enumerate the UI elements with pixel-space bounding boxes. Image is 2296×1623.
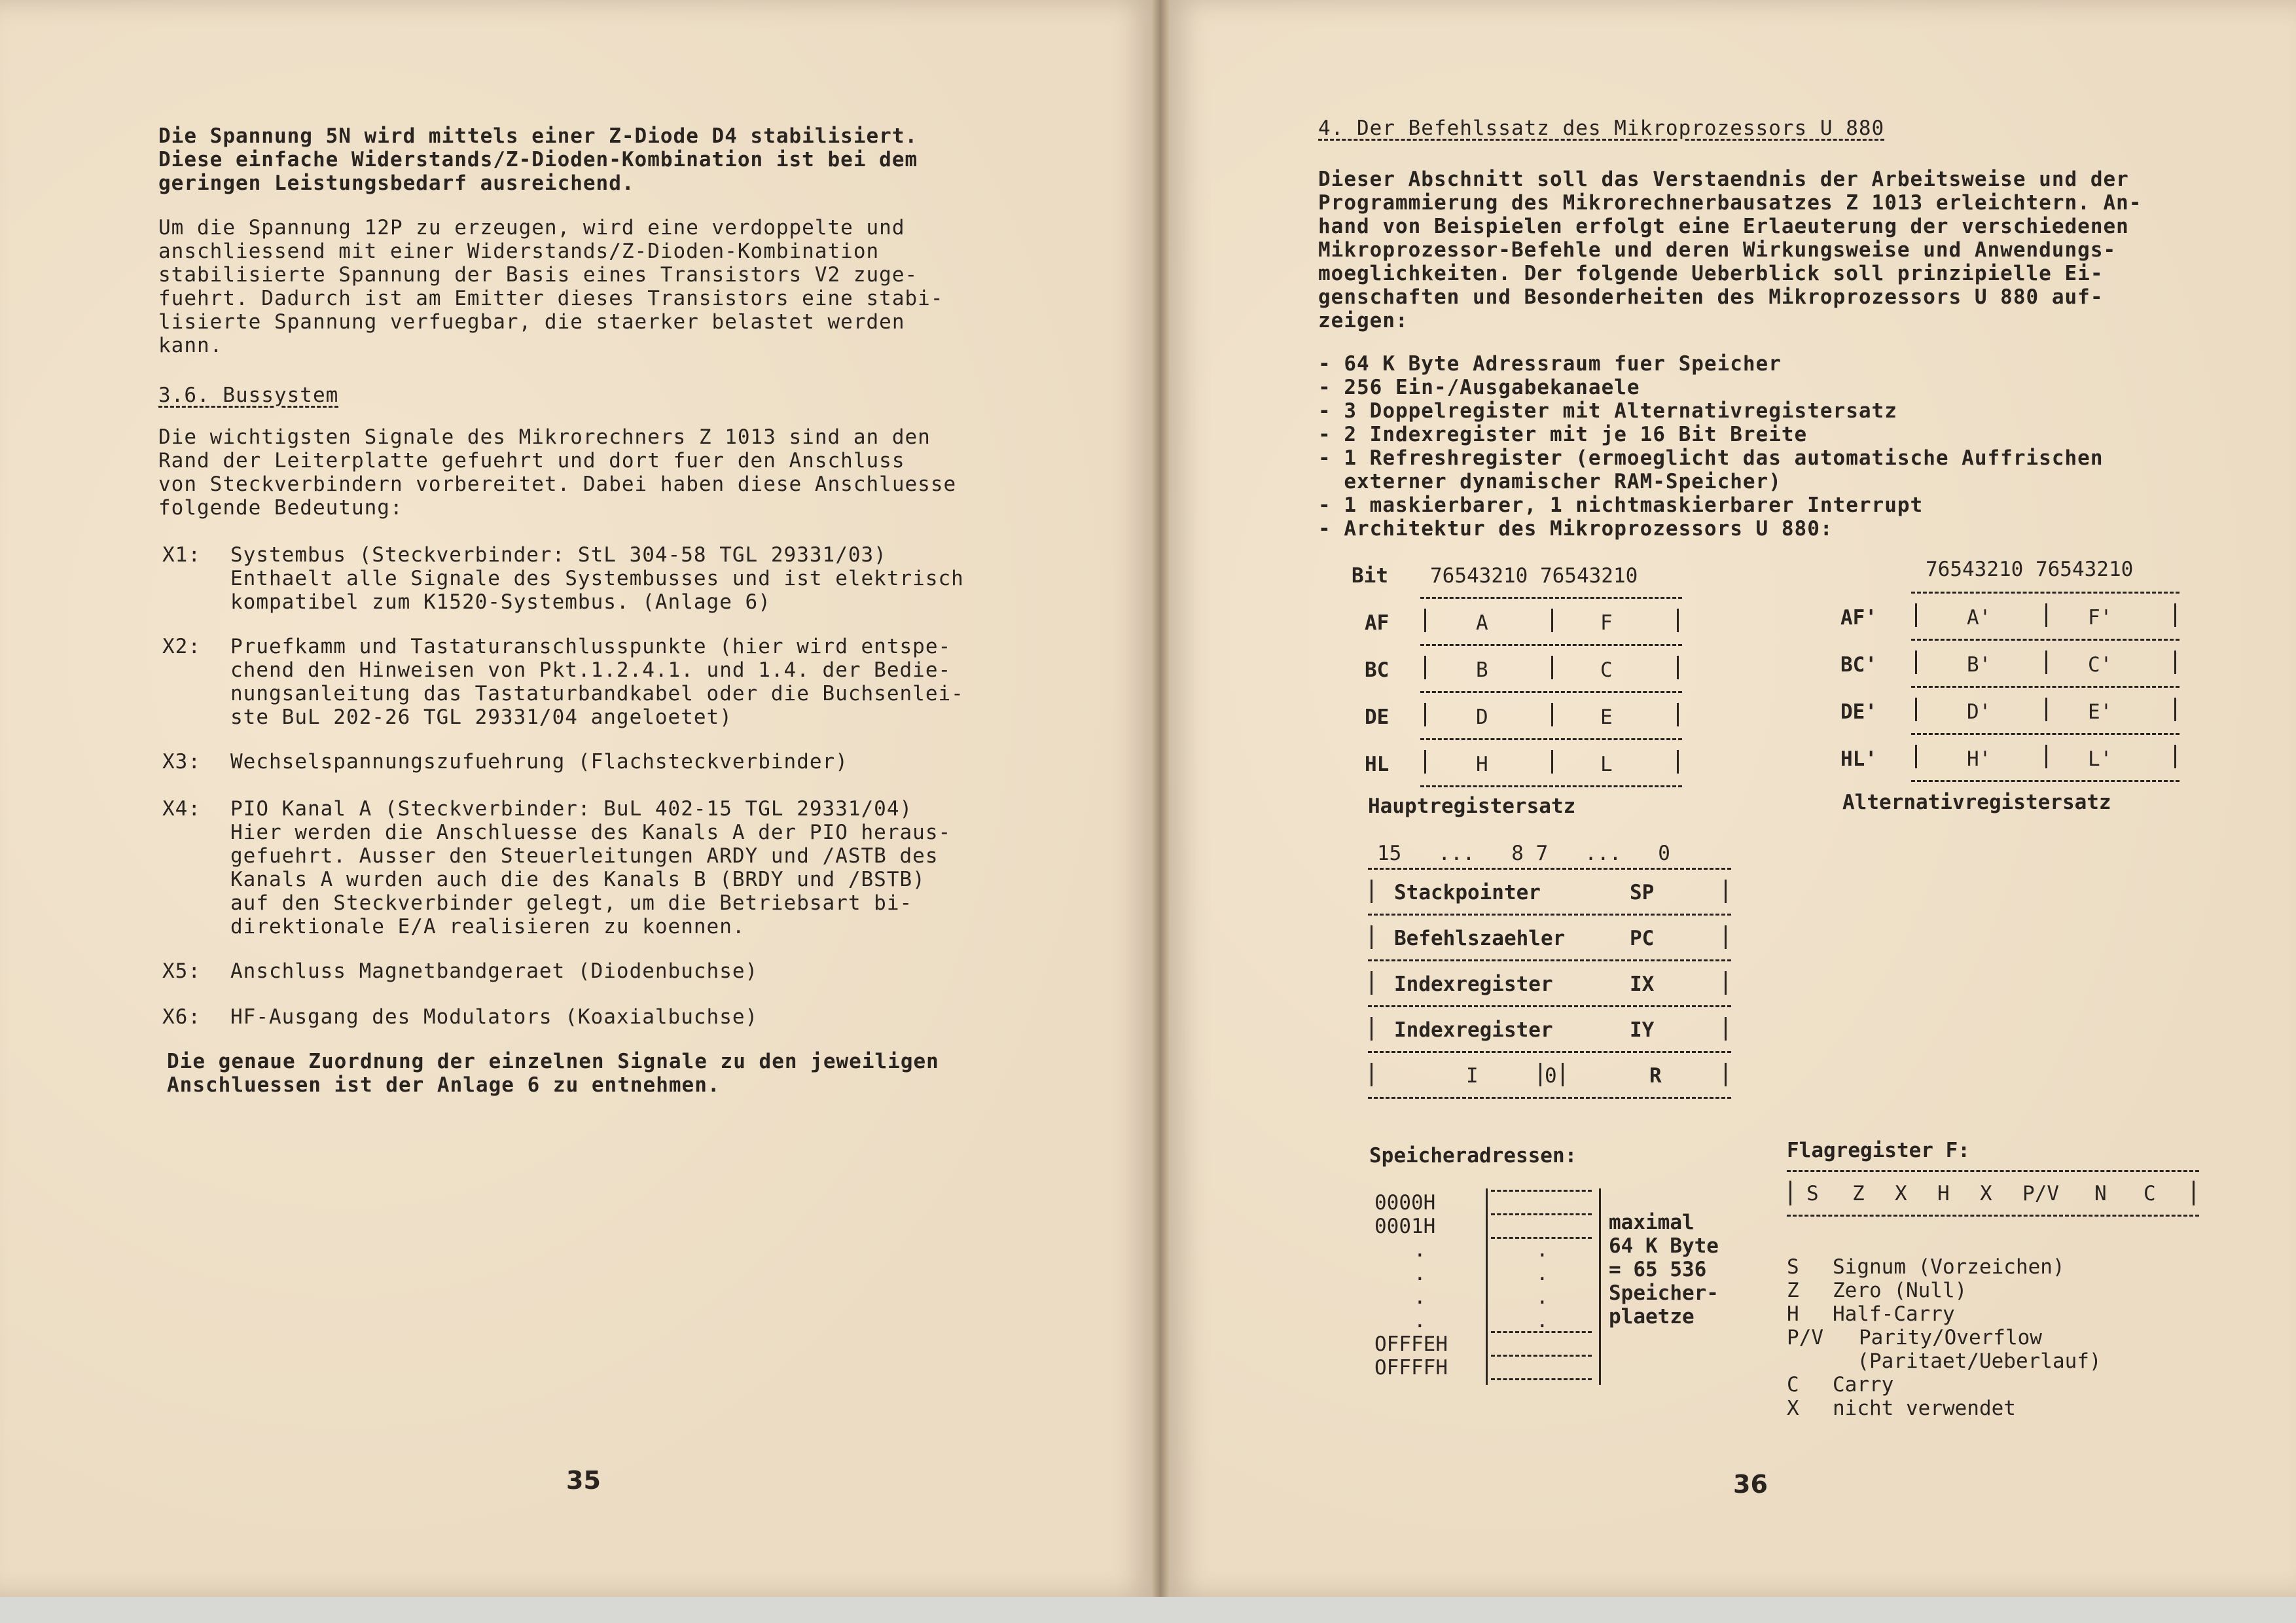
intro-line-4: Mikroprozessor-Befehle und deren Wirkungsweise und Anwendungs- [1318, 238, 2117, 262]
main-register-bar [1677, 609, 1679, 632]
flag-title: Flagregister F: [1787, 1139, 1970, 1162]
connector-x1-line-1: Systembus (Steckverbinder: StL 304-58 TGL 29331/03) [230, 543, 887, 567]
alt-register-bar [2045, 651, 2047, 674]
memory-dot: . [1536, 1238, 1549, 1262]
alt-register-bar [2174, 651, 2176, 674]
main-register-bar [1677, 750, 1679, 774]
page-number-left: 35 [566, 1466, 601, 1495]
wide-register-bar [1725, 925, 1727, 949]
memory-address: OFFFFH [1374, 1356, 1448, 1380]
wide-register-abbr: IX [1630, 972, 1655, 996]
connector-x4-line-1: PIO Kanal A (Steckverbinder: BuL 402-15 TGL 29331/04) [230, 797, 913, 821]
ir-register-rule [1368, 1097, 1731, 1099]
intro-line-6: genschaften und Besonderheiten des Mikroprozessors U 880 auf- [1318, 285, 2104, 309]
left-paragraph-3-line-2: Rand der Leiterplatte gefuehrt und dort fuer den Anschluss [158, 449, 905, 473]
wide-register-bar [1725, 1017, 1727, 1041]
left-paragraph-2-line-3: stabilisierte Spannung der Basis eines Transistors V2 zuge- [158, 263, 918, 287]
wide-register-bar [1371, 880, 1372, 903]
main-register-hi: D [1476, 705, 1488, 729]
connector-key-x3: X3: [162, 750, 201, 774]
memory-dot: . [1536, 1285, 1549, 1309]
connector-x4-line-3: gefuehrt. Ausser den Steuerleitungen ARDY und /ASTB des [230, 844, 939, 868]
left-paragraph-2-line-4: fuehrt. Dadurch ist am Emitter dieses Transistors eine stabi- [158, 287, 944, 310]
connector-key-x2: X2: [162, 635, 201, 658]
wide-register-label: Stackpointer [1394, 881, 1541, 904]
left-paragraph-1-line-2: Diese einfache Widerstands/Z-Dioden-Kombination ist bei dem [158, 148, 918, 171]
connector-key-x4: X4: [162, 797, 201, 821]
flag-legend-key: H [1787, 1302, 1799, 1326]
flag-legend-key: C [1787, 1373, 1799, 1397]
flag-bar [1789, 1181, 1791, 1205]
alt-register-lo: L' [2088, 747, 2113, 771]
alt-register-bar [1915, 745, 1917, 768]
connector-x2-line-4: ste BuL 202-26 TGL 29331/04 angeloetet) [230, 705, 732, 729]
alt-register-name: HL' [1840, 747, 1877, 771]
flag-bit: C [2144, 1182, 2156, 1205]
main-register-name: BC [1365, 658, 1390, 682]
wide-register-rule [1368, 1051, 1731, 1053]
alt-register-bar [2174, 698, 2176, 721]
memory-cell-rule [1491, 1213, 1592, 1215]
bit-header-alt: 76543210 76543210 [1926, 558, 2134, 581]
alt-register-bar [1915, 603, 1917, 627]
flag-bar [2193, 1181, 2195, 1205]
connector-x4-line-2: Hier werden die Anschluesse des Kanals A der PIO heraus- [230, 821, 952, 844]
wide-register-label: Befehlszaehler [1394, 927, 1566, 950]
left-paragraph-4-line-2: Anschluessen ist der Anlage 6 zu entnehmen. [167, 1073, 721, 1097]
connector-key-x5: X5: [162, 959, 201, 983]
main-register-bar [1551, 750, 1553, 774]
main-register-name: DE [1365, 705, 1390, 729]
main-register-bar [1551, 703, 1553, 726]
bullet-2: - 256 Ein-/Ausgabekanaele [1318, 376, 1640, 399]
memory-dot: . [1536, 1309, 1549, 1332]
left-paragraph-2-line-1: Um die Spannung 12P zu erzeugen, wird eine verdoppelte und [158, 216, 905, 240]
memory-address: . [1414, 1285, 1426, 1309]
bullet-4: - 2 Indexregister mit je 16 Bit Breite [1318, 423, 1808, 446]
intro-line-2: Programmierung des Mikrorechnerbausatzes Z 1013 erleichtern. An- [1318, 191, 2142, 215]
flag-legend-text: Parity/Overflow [1859, 1326, 2042, 1349]
main-register-bar [1551, 609, 1553, 632]
alt-register-rule [1911, 686, 2179, 688]
left-paragraph-1-line-1: Die Spannung 5N wird mittels einer Z-Diode D4 stabilisiert. [158, 124, 918, 148]
left-paragraph-3-line-3: von Steckverbindern vorbereitet. Dabei haben diese Anschluesse [158, 473, 957, 496]
connector-x4-line-5: auf den Steckverbinder gelegt, um die Betriebsart bi- [230, 891, 913, 915]
flag-legend-text: nicht verwendet [1833, 1397, 2016, 1420]
flag-legend-key: S [1787, 1255, 1799, 1279]
flag-bit: H [1937, 1182, 1950, 1205]
memory-cell-rule [1491, 1355, 1592, 1357]
flag-legend-key: P/V [1787, 1326, 1823, 1349]
main-register-lo: L [1600, 753, 1613, 776]
flag-legend-text: Half-Carry [1833, 1302, 1955, 1326]
alt-register-lo: F' [2088, 606, 2113, 630]
wide-register-header: 15 ... 8 7 ... 0 [1377, 842, 1670, 865]
main-register-hi: A [1476, 611, 1488, 635]
wide-register-abbr: SP [1630, 881, 1655, 904]
wide-register-bar [1371, 1017, 1372, 1041]
bullet-5: - 1 Refreshregister (ermoeglicht das automatische Auffrischen [1318, 446, 2104, 470]
ir-mid-bit: 0 [1545, 1064, 1557, 1088]
flag-bit: S [1806, 1182, 1819, 1205]
alt-register-hi: H' [1967, 747, 1992, 771]
wide-register-label: Indexregister [1394, 972, 1553, 996]
memory-address: . [1414, 1262, 1426, 1285]
memory-address: . [1414, 1238, 1426, 1262]
connector-x2-line-2: chend den Hinweisen von Pkt.1.2.4.1. und 1.4. der Bedie- [230, 658, 952, 682]
book-gutter [1152, 0, 1169, 1597]
alt-register-bar [1915, 698, 1917, 721]
bit-label: Bit [1352, 564, 1388, 588]
flag-legend-text: Carry [1833, 1373, 1894, 1397]
alt-register-rule-top [1911, 592, 2179, 594]
r-register: R [1649, 1064, 1662, 1088]
alt-register-caption: Alternativregistersatz [1842, 791, 2111, 814]
alt-register-bar [2174, 745, 2176, 768]
intro-line-5: moeglichkeiten. Der folgende Ueberblick soll prinzipielle Ei- [1318, 262, 2104, 285]
memory-title: Speicheradressen: [1369, 1144, 1577, 1168]
main-register-lo: E [1600, 705, 1613, 729]
main-register-bar [1677, 703, 1679, 726]
memory-address: 0000H [1374, 1191, 1436, 1215]
connector-x2-line-1: Pruefkamm und Tastaturanschlusspunkte (hier wird entspe- [230, 635, 952, 658]
alt-register-name: DE' [1840, 700, 1877, 724]
alt-register-bar [2174, 603, 2176, 627]
connector-x4-line-4: Kanals A wurden auch die des Kanals B (BRDY und /BSTB) [230, 868, 925, 891]
section-heading-bussystem: 3.6. Bussystem [158, 383, 339, 407]
wide-register-bar [1725, 971, 1727, 995]
ir-register-bar [1725, 1063, 1727, 1086]
left-paragraph-3-line-4: folgende Bedeutung: [158, 496, 403, 520]
main-register-hi: H [1476, 753, 1488, 776]
connector-x4-line-6: direktionale E/A realisieren zu koennen. [230, 915, 745, 938]
flag-bit: P/V [2022, 1182, 2059, 1205]
alt-register-bar [2045, 603, 2047, 627]
chapter-heading: 4. Der Befehlssatz des Mikroprozessors U 880 [1318, 116, 1885, 140]
alt-register-lo: E' [2088, 700, 2113, 724]
bullet-1: - 64 K Byte Adressraum fuer Speicher [1318, 352, 1782, 376]
alt-register-bar [1915, 651, 1917, 674]
bullet-7: - 1 maskierbarer, 1 nichtmaskierbarer Interrupt [1318, 493, 1924, 517]
wide-register-abbr: IY [1630, 1018, 1655, 1042]
alt-register-bar [2045, 698, 2047, 721]
main-register-bar [1551, 656, 1553, 679]
wide-register-rule-top [1368, 868, 1731, 870]
main-register-lo: F [1600, 611, 1613, 635]
wide-register-label: Indexregister [1394, 1018, 1553, 1042]
main-register-rule [1420, 738, 1682, 740]
memory-note-line: plaetze [1609, 1305, 1695, 1329]
wide-register-bar [1371, 925, 1372, 949]
main-register-bar [1677, 656, 1679, 679]
alt-register-rule [1911, 733, 2179, 735]
main-register-rule [1420, 691, 1682, 693]
main-register-rule-top [1420, 597, 1682, 599]
memory-dot: . [1536, 1262, 1549, 1285]
alt-register-name: AF' [1840, 606, 1877, 630]
memory-address: 0001H [1374, 1215, 1436, 1238]
alt-register-name: BC' [1840, 653, 1877, 677]
flag-legend-text: Signum (Vorzeichen) [1833, 1255, 2065, 1279]
main-register-hi: B [1476, 658, 1488, 682]
left-paragraph-3-line-1: Die wichtigsten Signale des Mikrorechners Z 1013 sind an den [158, 425, 931, 449]
main-register-bar [1424, 703, 1426, 726]
flag-bit: N [2094, 1182, 2107, 1205]
flag-rule-top [1787, 1170, 2199, 1172]
left-paragraph-4-line-1: Die genaue Zuordnung der einzelnen Signale zu den jeweiligen [167, 1050, 939, 1073]
i-register: I [1466, 1064, 1479, 1088]
wide-register-rule [1368, 914, 1731, 916]
bullet-8: - Architektur des Mikroprozessors U 880: [1318, 517, 1833, 541]
wide-register-abbr: PC [1630, 927, 1655, 950]
intro-line-7: zeigen: [1318, 309, 1408, 332]
left-paragraph-2-line-2: anschliessend mit einer Widerstands/Z-Dioden-Kombination [158, 240, 880, 263]
memory-note-line: = 65 536 [1609, 1258, 1707, 1281]
alt-register-rule [1911, 780, 2179, 782]
flag-legend-text: Zero (Null) [1833, 1279, 1967, 1302]
main-register-bar [1424, 609, 1426, 632]
alt-register-hi: D' [1967, 700, 1992, 724]
wide-register-rule [1368, 1005, 1731, 1007]
flag-bit: X [1980, 1182, 1992, 1205]
wide-register-bar [1371, 971, 1372, 995]
alt-register-hi: B' [1967, 653, 1992, 677]
connector-x5-line-1: Anschluss Magnetbandgeraet (Diodenbuchse) [230, 959, 759, 983]
alt-register-bar [2045, 745, 2047, 768]
memory-note-line: 64 K Byte [1609, 1234, 1719, 1258]
left-paragraph-2-line-6: kann. [158, 334, 223, 357]
memory-cell-rule [1491, 1190, 1592, 1192]
ir-register-bar [1371, 1063, 1372, 1086]
main-register-name: AF [1365, 611, 1390, 635]
main-register-caption: Hauptregistersatz [1368, 794, 1576, 818]
memory-address: OFFFEH [1374, 1332, 1448, 1356]
ir-register-bar [1562, 1063, 1564, 1086]
memory-note-line: Speicher- [1609, 1281, 1719, 1305]
flag-legend-key: X [1787, 1397, 1799, 1420]
bullet-6: externer dynamischer RAM-Speicher) [1318, 470, 1782, 493]
left-paragraph-1-line-3: geringen Leistungsbedarf ausreichend. [158, 171, 635, 195]
main-register-rule [1420, 785, 1682, 787]
alt-register-lo: C' [2088, 653, 2113, 677]
main-register-bar [1424, 750, 1426, 774]
memory-note-line: maximal [1609, 1211, 1695, 1234]
main-register-lo: C [1600, 658, 1613, 682]
flag-bit: Z [1852, 1182, 1865, 1205]
intro-line-1: Dieser Abschnitt soll das Verstaendnis der Arbeitsweise und der [1318, 168, 2129, 191]
connector-key-x1: X1: [162, 543, 201, 567]
flag-legend-key: Z [1787, 1279, 1799, 1302]
memory-address: . [1414, 1309, 1426, 1332]
left-paragraph-2-line-5: lisierte Spannung verfuegbar, die staerker belastet werden [158, 310, 905, 334]
connector-x1-line-3: kompatibel zum K1520-Systembus. (Anlage 6) [230, 590, 771, 614]
flag-legend-text: (Paritaet/Ueberlauf) [1833, 1349, 2102, 1373]
bullet-3: - 3 Doppelregister mit Alternativregistersatz [1318, 399, 1897, 423]
wide-register-bar [1725, 880, 1727, 903]
alt-register-rule [1911, 639, 2179, 641]
bit-header-main: 76543210 76543210 [1430, 564, 1638, 588]
connector-x3-line-1: Wechselspannungszufuehrung (Flachsteckverbinder) [230, 750, 848, 774]
connector-x6-line-1: HF-Ausgang des Modulators (Koaxialbuchse) [230, 1005, 759, 1029]
ir-register-bar [1539, 1063, 1541, 1086]
memory-cell-rule [1491, 1378, 1592, 1380]
connector-x1-line-2: Enthaelt alle Signale des Systembusses und ist elektrisch [230, 567, 964, 590]
scan-bottom-edge [0, 1597, 2296, 1623]
main-register-name: HL [1365, 753, 1390, 776]
page-number-right: 36 [1733, 1470, 1768, 1499]
main-register-rule [1420, 644, 1682, 646]
flag-rule-bottom [1787, 1215, 2199, 1217]
intro-line-3: hand von Beispielen erfolgt eine Erlaeuterung der verschiedenen [1318, 215, 2129, 238]
alt-register-hi: A' [1967, 606, 1992, 630]
wide-register-rule [1368, 959, 1731, 961]
connector-x2-line-3: nungsanleitung das Tastaturbandkabel oder die Buchsenlei- [230, 682, 964, 705]
connector-key-x6: X6: [162, 1005, 201, 1029]
main-register-bar [1424, 656, 1426, 679]
flag-bit: X [1895, 1182, 1907, 1205]
